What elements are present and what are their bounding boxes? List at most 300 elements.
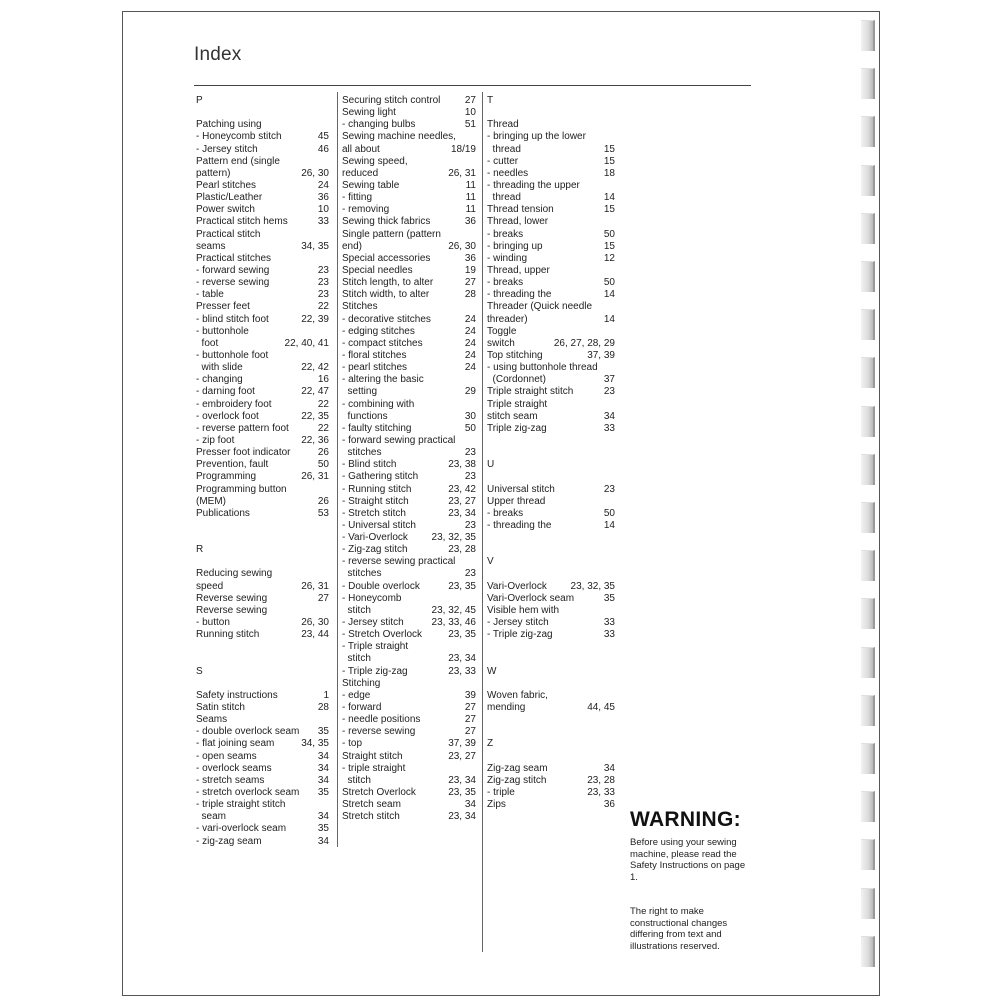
entry-term: - reverse sewing practical [342,556,456,568]
index-entry [342,131,476,143]
entry-term: - threading the upper [487,179,580,191]
entry-pages: 26, 30 [301,167,329,179]
index-entry [196,459,329,471]
index-entry [342,763,476,775]
entry-pages: 23, 27 [448,750,476,762]
entry-term: - bringing up the lower [487,131,586,143]
entry-pages: 23 [464,519,476,531]
index-entry [196,265,329,277]
entry-pages: 23, 35 [448,580,476,592]
entry-pages: 22, 39 [301,313,329,325]
entry-term: stitch [342,604,371,616]
entry-pages: 23 [464,447,476,459]
entry-term: Top stitching [487,349,543,361]
index-entry [342,423,476,435]
entry-term: Securing stitch control [342,95,441,106]
entry-term: threader) [487,313,528,325]
index-entry [342,496,476,508]
entry-pages: 33 [317,216,329,228]
index-entry [196,229,329,241]
page-tab [861,791,875,822]
entry-term: Toggle [487,325,517,337]
entry-term: - stretch seams [196,774,265,786]
entry-term: - overlock seams [196,762,272,774]
entry-term: - forward sewing [196,264,270,276]
entry-pages: 23, 32, 35 [431,532,476,544]
entry-term: speed [196,580,224,592]
index-entry [342,653,476,665]
index-entry [196,301,329,313]
index-entry [342,435,476,447]
index-entry [196,119,329,131]
entry-pages: 26, 31 [301,471,329,483]
index-entry [196,192,329,204]
index-entry [196,350,329,362]
entry-pages: 18 [603,167,615,179]
entry-term: stitch [342,774,371,786]
page-tab [861,357,875,388]
heading-letter: R [196,544,204,556]
index-entry [487,386,615,398]
entry-pages: 50 [603,507,615,519]
entry-term: (MEM) [196,495,226,507]
index-entry [342,374,476,386]
entry-pages: 23, 33 [587,787,615,799]
index-entry [196,447,329,459]
heading-letter: U [487,459,495,471]
entry-pages: 16 [317,374,329,386]
entry-term: Special needles [342,264,413,276]
entry-pages: 23, 42 [448,483,476,495]
entry-pages: 26, 30 [448,240,476,252]
index-entry [487,314,615,326]
entry-term: Reducing sewing [196,568,273,580]
index-letter-heading [487,459,615,471]
entry-pages: 22, 36 [301,434,329,446]
index-entry [487,216,615,228]
entry-term: Stitch length, to alter [342,277,434,289]
entry-term: Single pattern (pattern [342,228,441,240]
entry-pages: 23, 35 [448,787,476,799]
entry-term: - zip foot [196,434,235,446]
page-tab [861,743,875,774]
entry-term: - pearl stitches [342,362,408,374]
entry-term: Thread, upper [487,264,550,276]
entry-pages: 15 [603,204,615,216]
heading-letter: P [196,95,203,106]
entry-term: - combining with [342,398,415,410]
index-entry [196,144,329,156]
spacer [487,641,615,653]
entry-term: Zig-zag seam [487,762,548,774]
index-entry [196,690,329,702]
page-tab [861,213,875,244]
spacer [487,653,615,665]
entry-term: end) [342,240,363,252]
entry-term: - compact stitches [342,337,423,349]
entry-term: seam [196,811,227,823]
index-entry [487,204,615,216]
entry-term: - Triple zig-zag [487,629,553,641]
spacer [487,532,615,544]
entry-term: Seams [196,714,228,726]
index-entry [342,459,476,471]
index-entry [342,107,476,119]
index-entry [342,338,476,350]
index-entry [342,314,476,326]
entry-term: Presser foot indicator [196,447,291,459]
index-entry [487,423,615,435]
index-entry [342,532,476,544]
entry-term: - reverse sewing [196,277,270,289]
index-entry [196,204,329,216]
index-column-1 [196,95,329,848]
entry-pages: 22, 40, 41 [284,337,329,349]
entry-term: - Jersey stitch [342,617,404,629]
index-entry [487,799,615,811]
index-entry [342,265,476,277]
entry-pages: 11 [465,192,476,204]
index-entry [342,362,476,374]
entry-pages: 34 [317,762,329,774]
entry-term: - table [196,289,224,301]
entry-pages: 23 [603,483,615,495]
index-entry [196,216,329,228]
entry-pages: 10 [464,107,476,119]
entry-term: - open seams [196,750,257,762]
entry-term: Stretch seam [342,799,401,811]
index-entry [196,471,329,483]
entry-term: Practical stitch [196,228,261,240]
entry-term: - cutter [487,155,519,167]
index-letter-heading [196,95,329,107]
page-tab [861,936,875,967]
page-tab [861,502,875,533]
entry-pages: 26 [317,447,329,459]
entry-term: Plastic/Leather [196,192,263,204]
index-entry [342,168,476,180]
page-tab [861,550,875,581]
entry-pages: 23, 34 [448,507,476,519]
index-entry [196,253,329,265]
entry-term: - floral stitches [342,349,407,361]
entry-term: Straight stitch [342,750,403,762]
entry-term: - threading the [487,519,552,531]
entry-pages: 14 [603,519,615,531]
spacer [487,714,615,726]
entry-pages: 23 [317,289,329,301]
entry-pages: 22 [317,301,329,313]
page-tab [861,406,875,437]
index-entry [487,496,615,508]
heading-letter: W [487,665,497,677]
entry-term: - zig-zag seam [196,835,262,847]
entry-pages: 39 [464,689,476,701]
entry-pages: 30 [464,410,476,422]
index-entry [487,508,615,520]
entry-term: Satin stitch [196,702,245,714]
entry-pages: 24 [464,362,476,374]
page-tab [861,261,875,292]
entry-pages: 12 [603,252,615,264]
index-entry [196,423,329,435]
index-entry [196,168,329,180]
entry-term: Universal stitch [487,483,555,495]
heading-letter: Z [487,738,494,750]
entry-pages: 27 [317,592,329,604]
index-entry [342,95,476,107]
index-entry [342,399,476,411]
entry-term: - forward sewing practical [342,434,456,446]
index-entry [487,326,615,338]
page-tab [861,68,875,99]
index-entry [196,362,329,374]
entry-term: - breaks [487,228,524,240]
entry-term: - Stretch Overlock [342,629,423,641]
entry-term: - decorative stitches [342,313,431,325]
entry-term: Thread, lower [487,216,549,228]
entry-pages: 26, 31 [448,167,476,179]
entry-term: - stretch overlock seam [196,787,300,799]
index-entry [196,411,329,423]
entry-term: - Vari-Overlock [342,532,408,544]
spacer [196,641,329,653]
entry-term: with slide [196,362,243,374]
entry-pages: 37, 39 [587,349,615,361]
entry-pages: 34, 35 [301,738,329,750]
spacer [196,678,329,690]
entry-term: Stretch Overlock [342,787,416,799]
entry-term: - Jersey stitch [196,143,258,155]
entry-term: - Honeycomb [342,592,402,604]
index-entry [196,799,329,811]
index-entry [196,435,329,447]
entry-term: Vari-Overlock [487,580,547,592]
index-entry [342,641,476,653]
entry-term: - blind stitch foot [196,313,269,325]
spacer [196,107,329,119]
entry-term: Programming button [196,483,287,495]
entry-term: - vari-overlock seam [196,823,287,835]
entry-pages: 23 [464,471,476,483]
index-entry [196,751,329,763]
entry-pages: 36 [603,799,615,811]
entry-term: (Cordonnet) [487,374,546,386]
warning-text: Before using your sewing machine, please read the Safety Instructions on page 1. [630,837,746,883]
entry-pages: 35 [317,823,329,835]
entry-pages: 10 [317,204,329,216]
spacer [487,751,615,763]
page-tab [861,309,875,340]
entry-pages: 28 [317,702,329,714]
entry-term: Running stitch [196,629,260,641]
entry-pages: 36 [464,216,476,228]
entry-term: Thread tension [487,204,554,216]
entry-pages: 33 [603,629,615,641]
index-column-2 [342,95,476,823]
entry-term: Publications [196,507,250,519]
entry-pages: 34 [317,835,329,847]
entry-term: - double overlock seam [196,726,300,738]
entry-term: - buttonhole foot [196,349,269,361]
index-entry [196,629,329,641]
index-entry [342,253,476,265]
entry-pages: 14 [603,313,615,325]
entry-pages: 34 [603,762,615,774]
entry-pages: 14 [603,289,615,301]
entry-pages: 37 [603,374,615,386]
entry-term: - Gathering stitch [342,471,419,483]
index-entry [342,799,476,811]
index-entry [196,568,329,580]
entry-pages: 53 [317,507,329,519]
index-entry [487,605,615,617]
entry-term: Pearl stitches [196,179,257,191]
index-entry [342,520,476,532]
entry-term: Vari-Overlock seam [487,592,575,604]
entry-pages: 26 [317,495,329,507]
index-entry [196,714,329,726]
entry-term: - altering the basic [342,374,424,386]
page-tab [861,839,875,870]
entry-term: Stitching [342,677,381,689]
index-letter-heading [487,666,615,678]
index-entry [196,484,329,496]
entry-pages: 50 [603,228,615,240]
index-entry [342,216,476,228]
entry-term: switch [487,337,515,349]
index-entry [487,241,615,253]
spacer [487,544,615,556]
warning-box [630,808,760,952]
entry-term: - edge [342,689,371,701]
entry-pages: 27 [464,702,476,714]
index-entry [342,714,476,726]
heading-letter: V [487,556,494,568]
index-entry [196,180,329,192]
index-entry [342,581,476,593]
entry-term: Power switch [196,204,255,216]
entry-term: - threading the [487,289,552,301]
index-entry [196,811,329,823]
entry-term: - removing [342,204,390,216]
entry-pages: 51 [464,119,476,131]
index-entry [342,666,476,678]
spacer [487,568,615,580]
index-entry [487,362,615,374]
entry-term: - reverse pattern foot [196,422,289,434]
entry-term: - needles [487,167,529,179]
index-entry [487,374,615,386]
entry-term: Thread [487,119,519,131]
entry-term: Stitches [342,301,378,313]
entry-term: Sewing machine needles, [342,131,456,143]
entry-pages: 23, 34 [448,653,476,665]
entry-term: Patching using [196,119,262,131]
index-entry [196,823,329,835]
index-entry [342,617,476,629]
entry-term: setting [342,386,378,398]
entry-term: all about [342,143,380,155]
spacer [487,435,615,447]
index-entry [342,775,476,787]
entry-pages: 27 [464,714,476,726]
index-entry [342,411,476,423]
entry-term: Reverse sewing [196,604,268,616]
index-entry [196,289,329,301]
index-entry [196,738,329,750]
index-entry [342,787,476,799]
entry-pages: 26, 30 [301,617,329,629]
index-entry [196,277,329,289]
page-title: Index [194,44,242,65]
page-tab [861,695,875,726]
entry-pages: 50 [317,459,329,471]
entry-term: - changing [196,374,243,386]
entry-term: - fitting [342,192,373,204]
entry-term: - winding [487,252,528,264]
entry-pages: 22, 42 [301,362,329,374]
entry-term: Threader (Quick needle [487,301,593,313]
index-entry [342,593,476,605]
index-letter-heading [487,95,615,107]
index-entry [342,702,476,714]
title-rule [194,85,751,86]
entry-pages: 26, 31 [301,580,329,592]
entry-term: - darning foot [196,386,255,398]
entry-pages: 34, 35 [301,240,329,252]
index-entry [487,617,615,629]
page-tab [861,647,875,678]
index-entry [487,629,615,641]
entry-pages: 36 [464,252,476,264]
index-entry [487,119,615,131]
entry-pages: 23, 33 [448,665,476,677]
entry-pages: 23, 34 [448,811,476,823]
index-entry [487,702,615,714]
entry-term: Practical stitches [196,252,272,264]
page-tab [861,165,875,196]
entry-term: - Zig-zag stitch [342,544,408,556]
entry-pages: 50 [464,422,476,434]
spacer [487,726,615,738]
entry-term: stitch seam [487,410,538,422]
index-entry [342,144,476,156]
entry-pages: 27 [464,95,476,106]
entry-term: Woven fabric, [487,689,548,701]
entry-term: stitches [342,447,382,459]
entry-pages: 18/19 [450,143,476,155]
entry-pages: 15 [603,240,615,252]
entry-pages: 26, 27, 28, 29 [553,337,615,349]
index-entry [487,593,615,605]
entry-term: Sewing light [342,107,396,119]
index-entry [342,811,476,823]
entry-pages: 34 [603,410,615,422]
index-entry [196,399,329,411]
page-tab [861,598,875,629]
entry-term: Sewing thick fabrics [342,216,431,228]
entry-term: - Triple straight [342,641,409,653]
index-entry [196,508,329,520]
index-column-3 [487,95,615,811]
entry-term: - using buttonhole thread [487,362,598,374]
entry-term: Presser feet [196,301,250,313]
entry-term: - button [196,617,230,629]
entry-pages: 11 [465,204,476,216]
entry-term: - Stretch stitch [342,507,406,519]
entry-pages: 44, 45 [587,702,615,714]
